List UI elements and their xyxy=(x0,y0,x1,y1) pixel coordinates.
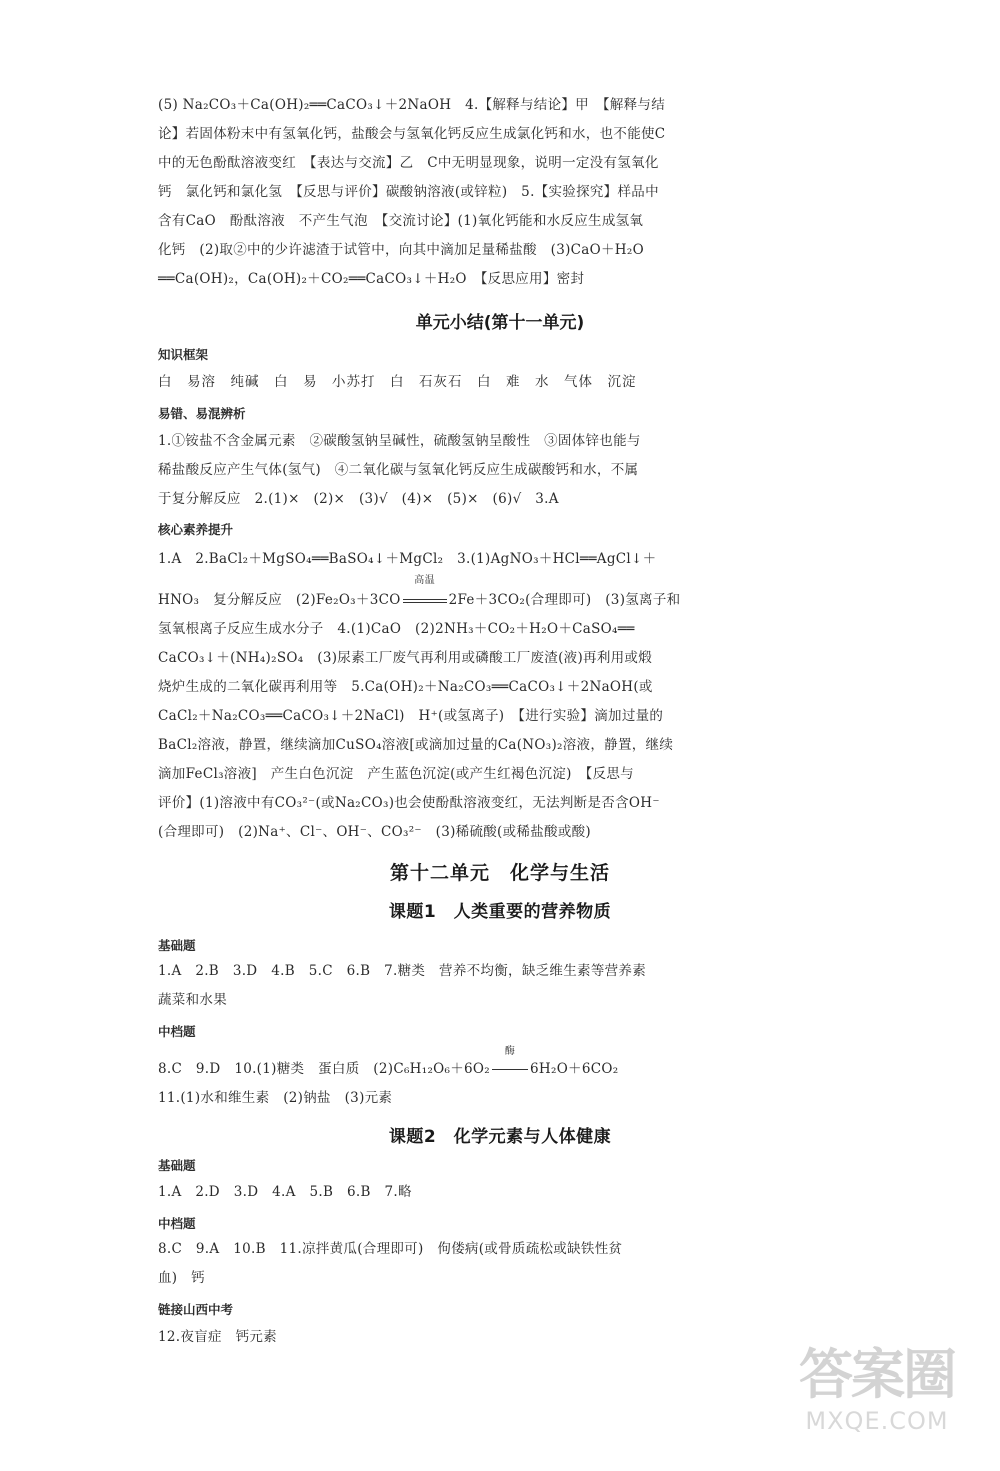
watermark-site: MXQE.COM xyxy=(805,1407,949,1435)
text-line: 12.夜盲症 钙元素 xyxy=(158,1329,277,1345)
lesson-title: 课题1 人类重要的营养物质 xyxy=(388,902,612,922)
text-line: 蔬菜和水果 xyxy=(158,992,227,1008)
reaction-arrow xyxy=(401,575,449,609)
section-title: 单元小结(第十一单元) xyxy=(415,313,585,333)
text-segment: HNO₃ 复分解反应 (2)Fe₂O₃＋3CO xyxy=(158,592,401,608)
text-line xyxy=(158,1046,619,1078)
section-heading: 中档题 xyxy=(158,1024,196,1039)
text-segment: 2Fe＋3CO₂(合理即可) (3)氢离子和 xyxy=(448,592,681,608)
text-line: 1.A 2.BaCl₂＋MgSO₄══BaSO₄↓＋MgCl₂ 3.(1)AgNO₃＋HCl══AgCl↓＋ xyxy=(158,551,657,567)
watermark-text: 答案圈 xyxy=(799,1343,955,1406)
section-heading: 知识框架 xyxy=(158,347,209,362)
section-heading: 核心素养提升 xyxy=(158,522,234,537)
text-line: BaCl₂溶液，静置，继续滴加CuSO₄溶液[或滴加过量的Ca(NO₃)₂溶液，静置，继续 xyxy=(158,737,674,753)
text-line: 1.A 2.B 3.D 4.B 5.C 6.B 7.糖类 营养不均衡，缺乏维生素等营养素 xyxy=(158,963,647,979)
text-line: 11.(1)水和维生素 (2)钠盐 (3)元素 xyxy=(158,1090,393,1106)
text-segment: 8.C 9.D 10.(1)糖类 蛋白质 (2)C₆H₁₂O₆＋6O₂ xyxy=(158,1061,491,1077)
text-line: 稀盐酸反应产生气体(氢气) ④二氧化碳与氢氧化钙反应生成碳酸钙和水，不属 xyxy=(158,462,639,478)
text-line: 含有CaO 酚酞溶液 不产生气泡 【交流讨论】(1)氧化钙能和水反应生成氢氧 xyxy=(158,213,644,229)
text-line: 钙 氯化钙和氯化氢 【反思与评价】碳酸钠溶液(或锌粒) 5.【实验探究】样品中 xyxy=(158,184,659,200)
text-line: 白 易溶 纯碱 白 易 小苏打 白 石灰石 白 难 水 气体 沉淀 xyxy=(158,374,637,390)
text-line: (合理即可) (2)Na⁺、Cl⁻、OH⁻、CO₃²⁻ (3)稀硫酸(或稀盐酸或酸) xyxy=(158,824,591,840)
text-line: 血) 钙 xyxy=(158,1270,205,1286)
section-heading: 基础题 xyxy=(158,1158,196,1173)
text-line: 评价】(1)溶液中有CO₃²⁻(或Na₂CO₃)也会使酚酞溶液变红，无法判断是否含OH⁻ xyxy=(158,795,660,811)
text-line: CaCO₃↓＋(NH₄)₂SO₄ (3)尿素工厂废气再利用或磷酸工厂废渣(液)再利用或煅 xyxy=(158,650,653,666)
text-line: 化钙 (2)取②中的少许滤渣于试管中，向其中滴加足量稀盐酸 (3)CaO＋H₂O xyxy=(158,242,644,258)
lesson-title: 课题2 化学元素与人体健康 xyxy=(388,1127,612,1147)
section-heading: 基础题 xyxy=(158,938,196,953)
section-heading: 中档题 xyxy=(158,1216,196,1231)
text-line xyxy=(158,575,681,609)
text-line: 氢氧根离子反应生成水分子 4.(1)CaO (2)2NH₃＋CO₂＋H₂O＋CaSO₄══ xyxy=(158,621,635,637)
text-line: 论】若固体粉末中有氢氧化钙，盐酸会与氢氧化钙反应生成氯化钙和水，也不能使C xyxy=(158,126,666,142)
text-line: CaCl₂＋Na₂CO₃══CaCO₃↓＋2NaCl) H⁺(或氢离子) 【进行实验】滴加过量的 xyxy=(158,708,664,724)
text-line: 中的无色酚酞溶液变红 【表达与交流】乙 C中无明显现象，说明一定没有氢氧化 xyxy=(158,155,659,171)
text-line: (5) Na₂CO₃＋Ca(OH)₂══CaCO₃↓＋2NaOH 4.【解释与结论】甲 【解释与结 xyxy=(158,97,666,113)
text-line: 1.①铵盐不含金属元素 ②碳酸氢钠呈碱性，硫酸氢钠呈酸性 ③固体锌也能与 xyxy=(158,433,641,449)
watermark-logo xyxy=(782,1343,972,1453)
reaction-condition: 高温 xyxy=(414,575,435,586)
text-line: 1.A 2.D 3.D 4.A 5.B 6.B 7.略 xyxy=(158,1184,412,1200)
text-line: ══Ca(OH)₂，Ca(OH)₂＋CO₂══CaCO₃↓＋H₂O 【反思应用】密封 xyxy=(158,271,585,287)
reaction-arrow xyxy=(490,1046,530,1078)
section-heading: 易错、易混辨析 xyxy=(158,406,246,421)
reaction-condition: 酶 xyxy=(504,1046,516,1057)
text-line: 烧炉生成的二氧化碳再利用等 5.Ca(OH)₂＋Na₂CO₃══CaCO₃↓＋2NaOH(或 xyxy=(158,679,653,695)
section-heading: 链接山西中考 xyxy=(158,1302,234,1317)
unit-title: 第十二单元 化学与生活 xyxy=(389,862,610,884)
text-line: 于复分解反应 2.(1)× (2)× (3)√ (4)× (5)× (6)√ 3.A xyxy=(158,491,559,507)
text-line: 滴加FeCl₃溶液] 产生白色沉淀 产生蓝色沉淀(或产生红褐色沉淀) 【反思与 xyxy=(158,766,634,782)
text-segment: 6H₂O＋6CO₂ xyxy=(530,1061,619,1077)
text-line: 8.C 9.A 10.B 11.凉拌黄瓜(合理即可) 佝偻病(或骨质疏松或缺铁性贫 xyxy=(158,1241,623,1257)
